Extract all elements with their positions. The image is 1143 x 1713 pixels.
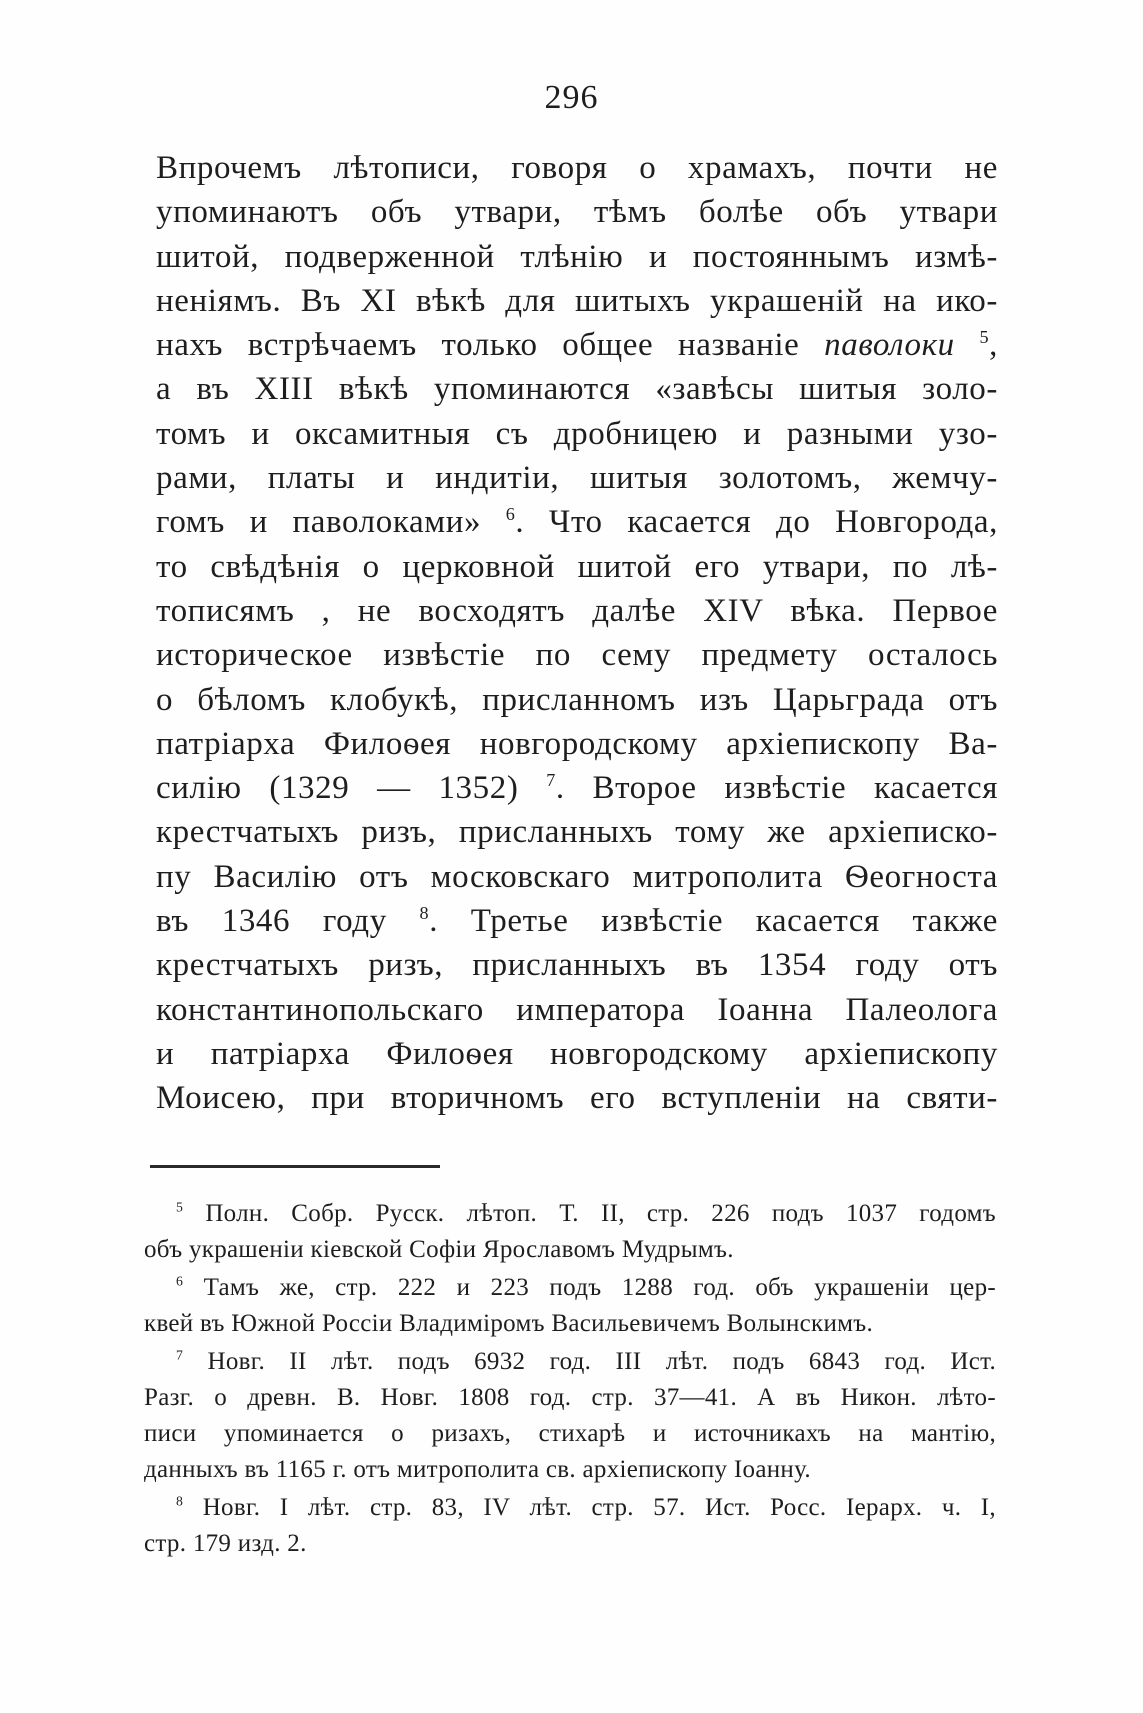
body-text <box>156 146 998 1121</box>
body-line: крестчатыхъ ризъ, присланныхъ тому же архіеписко- <box>156 814 998 851</box>
footnote-line <box>144 1196 996 1232</box>
body-line: Моисею, при вторичномъ его вступленіи на святи- <box>156 1080 998 1117</box>
footnote-ref: 5 <box>979 327 990 348</box>
footnote-number: 5 <box>176 1199 184 1215</box>
footnote-text: Полн. Собр. Русск. лѣтоп. Т. II, стр. 226 подъ 1037 годомъ <box>205 1200 996 1227</box>
body-line-text: . Второе извѣстіе касается <box>555 770 998 807</box>
footnote-ref: 7 <box>546 770 556 791</box>
body-line: томъ и оксамитныя съ дробницею и разными узо- <box>156 415 998 452</box>
footnote-ref: 8 <box>419 903 430 924</box>
punctuation: , <box>989 327 998 364</box>
body-line-text: нахъ встрѣчаемъ только общее названіе <box>156 327 800 364</box>
body-line-text: силію (1329 — 1352) <box>156 770 519 807</box>
footnote-number: 6 <box>176 1273 184 1289</box>
body-line: то свѣдѣнія о церковной шитой его утвари, по лѣ- <box>156 548 998 585</box>
footnote-number: 8 <box>176 1493 184 1509</box>
footnote-line: Разг. о древн. В. Новг. 1808 год. стр. 37—41. А въ Никон. лѣто- <box>144 1383 996 1411</box>
body-line: Впрочемъ лѣтописи, говоря о храмахъ, почти не <box>156 150 998 186</box>
body-line <box>156 323 998 367</box>
body-line: о бѣломъ клобукѣ, присланномъ изъ Царьграда отъ <box>156 681 998 718</box>
footnote-line: стр. 179 изд. 2. <box>144 1530 307 1558</box>
body-line: тописямъ , не восходятъ далѣе XIV вѣка. Первое <box>156 592 998 629</box>
body-line: и патріарха Филоѳея новгородскому архіепископу <box>156 1035 998 1072</box>
body-line-text: . Что касается до Новгорода, <box>515 504 998 541</box>
body-line: патріарха Филоѳея новгородскому архіепископу Ва- <box>156 725 998 762</box>
body-line-text: въ 1346 году <box>156 903 387 940</box>
body-line <box>156 899 998 943</box>
italic-term: паволоки <box>824 327 955 364</box>
body-line: а въ XIII вѣкѣ упоминаются «завѣсы шитыя золо- <box>156 371 998 408</box>
body-line: историческое извѣстіе по сему предмету осталось <box>156 637 998 674</box>
body-line-text: гомъ и паволоками» <box>156 504 482 541</box>
footnote-line <box>144 1490 996 1526</box>
body-line-text: . Третье извѣстіе касается также <box>429 903 999 940</box>
footnotes <box>144 1196 996 1562</box>
body-line: шитой, подверженной тлѣнію и постояннымъ измѣ- <box>156 238 998 275</box>
body-line: крестчатыхъ ризъ, присланныхъ въ 1354 году отъ <box>156 947 998 984</box>
footnote-text: Новг. I лѣт. стр. 83, IV лѣт. стр. 57. Ист. Росс. Іерарх. ч. I, <box>202 1494 996 1521</box>
body-line: неніямъ. Въ XI вѣкѣ для шитыхъ украшеній на ико- <box>156 282 998 319</box>
footnote-line: писи упоминается о ризахъ, стихарѣ и источникахъ на мантію, <box>144 1420 996 1448</box>
footnote-line: данныхъ въ 1165 г. отъ митрополита св. архіепископу Іоанну. <box>144 1456 811 1484</box>
body-line <box>156 500 998 544</box>
body-line <box>156 766 998 810</box>
footnote-divider <box>150 1165 440 1168</box>
body-line: пу Василію отъ московскаго митрополита Ѳеогноста <box>156 858 998 895</box>
footnote-line <box>144 1270 996 1306</box>
footnote-text: Новг. II лѣт. подъ 6932 год. III лѣт. подъ 6843 год. Ист. <box>207 1347 996 1375</box>
body-line: рами, платы и индитіи, шитыя золотомъ, жемчу- <box>156 460 998 497</box>
footnote-line: объ украшеніи кіевской Софіи Ярославомъ Мудрымъ. <box>144 1236 734 1264</box>
footnote-line: квей въ Южной Россіи Владиміромъ Васильевичемъ Волынскимъ. <box>144 1310 874 1338</box>
page-number: 296 <box>544 79 599 116</box>
body-line: константинопольскаго императора Іоанна Палеолога <box>156 991 998 1028</box>
footnote-number: 7 <box>176 1347 184 1363</box>
footnote-text: Тамъ же, стр. 222 и 223 подъ 1288 год. объ украшеніи цер- <box>203 1273 996 1301</box>
footnote-ref: 6 <box>505 504 516 525</box>
footnote-line <box>144 1344 996 1380</box>
body-line: упоминаютъ объ утвари, тѣмъ болѣе объ утвари <box>156 194 998 231</box>
